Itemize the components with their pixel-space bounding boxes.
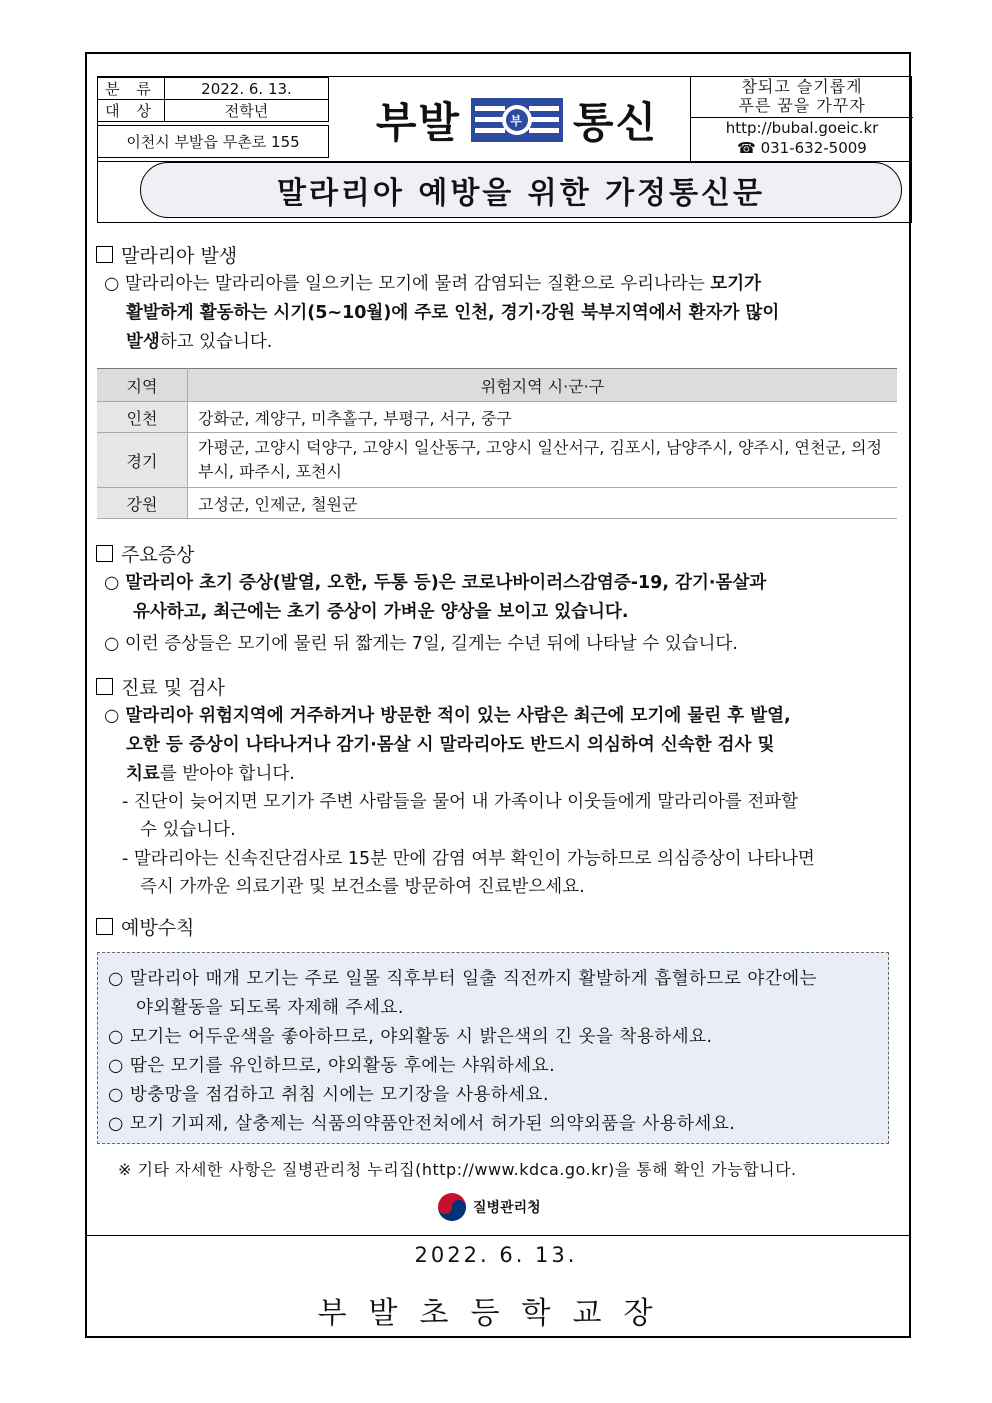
meta-row: [98, 100, 329, 122]
areas-cell: 가평군, 고양시 덕양구, 고양시 일산동구, 고양시 일산서구, 김포시, 남양주시, 양주시, 연천군, 의정부시, 파주시, 포천시: [188, 433, 898, 488]
bold-text: 모기가: [710, 274, 762, 294]
occurrence-line-2: 활발하게 활동하는 시기(5~10월)에 주로 인천, 경기·강원 북부지역에서 환자가 많이: [126, 303, 780, 323]
region-cell: 경기: [97, 433, 188, 488]
prevention-item: ○ 땀은 모기를 유인하므로, 야외활동 후에는 샤워하세요.: [108, 1056, 556, 1076]
text-span: 를 받아야 합니다.: [159, 764, 295, 784]
meta-key: 분 류: [98, 78, 165, 100]
section-title: 주요증상: [121, 544, 195, 566]
section-title: 진료 및 검사: [121, 677, 225, 699]
svg-text:부: 부: [510, 114, 524, 128]
page-title: 말라리아 예방을 위한 가정통신문: [140, 162, 902, 218]
occurrence-line-1: [104, 270, 761, 299]
logo-left-text: 부발: [375, 98, 461, 147]
table-header-row: [97, 369, 897, 402]
region-cell: 강원: [97, 488, 188, 519]
prevention-item: 야외활동을 되도록 자제해 주세요.: [136, 998, 404, 1018]
bold-text: 치료: [126, 764, 160, 784]
text-span: ○ 말라리아는 말라리아를 일으키는 모기에 물려 감염되는 질환으로 우리나라는: [104, 274, 711, 294]
exam-line-1: ○ 말라리아 위험지역에 거주하거나 방문한 적이 있는 사람은 최근에 모기에 물린 후 발열,: [104, 706, 791, 726]
school-motto: [691, 77, 913, 118]
occurrence-line-3: [126, 328, 272, 357]
exam-line-2: 오한 등 증상이 나타나거나 감기·몸살 시 말라리아도 반드시 의심하여 신속한 검사 및: [126, 735, 775, 755]
text-span: 하고 있습니다.: [159, 332, 273, 352]
meta-table: [97, 77, 329, 122]
principal-signature: 부발초등학교장: [317, 1296, 675, 1331]
motto-line: 참되고 슬기롭게: [741, 77, 863, 96]
checkbox-square-icon: [96, 246, 113, 263]
school-emblem-icon: [471, 98, 563, 142]
exam-line-3: [126, 760, 295, 789]
areas-cell: 고성군, 인제군, 철원군: [188, 488, 898, 519]
exam-line-4: - 진단이 늦어지면 모기가 주변 사람들을 물어 내 가족이나 이웃들에게 말라리아를 전파할: [122, 792, 799, 812]
symptoms-line-3: ○ 이런 증상들은 모기에 물린 뒤 짧게는 7일, 길게는 수년 뒤에 나타날 수 있습니다.: [104, 634, 738, 654]
prevention-item: ○ 방충망을 점검하고 취침 시에는 모기장을 사용하세요.: [108, 1085, 550, 1105]
section-heading-symptoms: [96, 540, 194, 567]
table-row: [97, 488, 897, 519]
reference-note: ※ 기타 자세한 사항은 질병관리청 누리집(http://www.kdca.go.kr)을 통해 확인 가능합니다.: [118, 1160, 797, 1179]
column-header-areas: 위험지역 시·군·구: [188, 369, 898, 402]
meta-row: [98, 78, 329, 100]
meta-value: 전학년: [165, 100, 329, 122]
checkbox-square-icon: [96, 918, 113, 935]
school-url[interactable]: http://bubal.goeic.kr: [725, 119, 879, 137]
logo-right-text: 통신: [573, 98, 659, 147]
exam-line-5: 수 있습니다.: [140, 820, 236, 840]
newsletter-logo: [357, 85, 677, 155]
region-cell: 인천: [97, 402, 188, 433]
column-header-region: 지역: [97, 369, 188, 402]
title-bottom-line: [97, 222, 912, 223]
issue-date: 2022. 6. 13.: [414, 1243, 578, 1267]
prevention-box: [97, 952, 889, 1144]
section-title: 말라리아 발생: [121, 245, 238, 267]
header-top-line: [97, 76, 912, 77]
prevention-item: ○ 모기는 어두운색을 좋아하므로, 야외활동 시 밝은색의 긴 옷을 착용하세요.: [108, 1027, 713, 1047]
section-heading-prevention: [96, 913, 194, 940]
table-row: [97, 402, 897, 433]
taegeuk-icon: [437, 1192, 467, 1222]
newsletter-header: [97, 77, 912, 161]
bold-text: 발생: [126, 332, 160, 352]
section-title: 예방수칙: [121, 917, 195, 939]
areas-cell: 강화군, 계양구, 미추홀구, 부평구, 서구, 중구: [188, 402, 898, 433]
contact-info: [691, 118, 913, 158]
checkbox-square-icon: [96, 678, 113, 695]
title-area: [97, 162, 913, 222]
school-address: 이천시 부발읍 무촌로 155: [97, 125, 329, 158]
symptoms-line-2: 유사하고, 최근에는 초기 증상이 가벼운 양상을 보이고 있습니다.: [133, 602, 629, 622]
motto-line: 푸른 꿈을 가꾸자: [738, 96, 866, 115]
prevention-item: ○ 모기 기피제, 살충제는 식품의약품안전처에서 허가된 의약외품을 사용하세요.: [108, 1114, 736, 1134]
meta-key: 대 상: [98, 100, 165, 122]
section-heading-exam: [96, 673, 225, 700]
symptoms-line-1: ○ 말라리아 초기 증상(발열, 오한, 두통 등)은 코로나바이러스감염증-19, 감기·몸살과: [104, 573, 767, 593]
footer-divider: [85, 1235, 911, 1236]
meta-value: 2022. 6. 13.: [165, 78, 329, 100]
exam-line-7: 즉시 가까운 의료기관 및 보건소를 방문하여 진료받으세요.: [140, 877, 585, 897]
kdca-logo: [437, 1192, 541, 1222]
section-heading-occurrence: [96, 241, 237, 268]
risk-region-table: [97, 368, 897, 519]
motto-box: [690, 77, 913, 161]
prevention-item: ○ 말라리아 매개 모기는 주로 일몰 직후부터 일출 직전까지 활발하게 흡혈하므로 야간에는: [108, 969, 818, 989]
table-row: [97, 433, 897, 488]
exam-line-6: - 말라리아는 신속진단검사로 15분 만에 감염 여부 확인이 가능하므로 의심증상이 나타나면: [122, 849, 815, 869]
kdca-logo-text: 질병관리청: [473, 1200, 541, 1216]
school-phone: ☎ 031-632-5009: [737, 139, 867, 157]
checkbox-square-icon: [96, 545, 113, 562]
